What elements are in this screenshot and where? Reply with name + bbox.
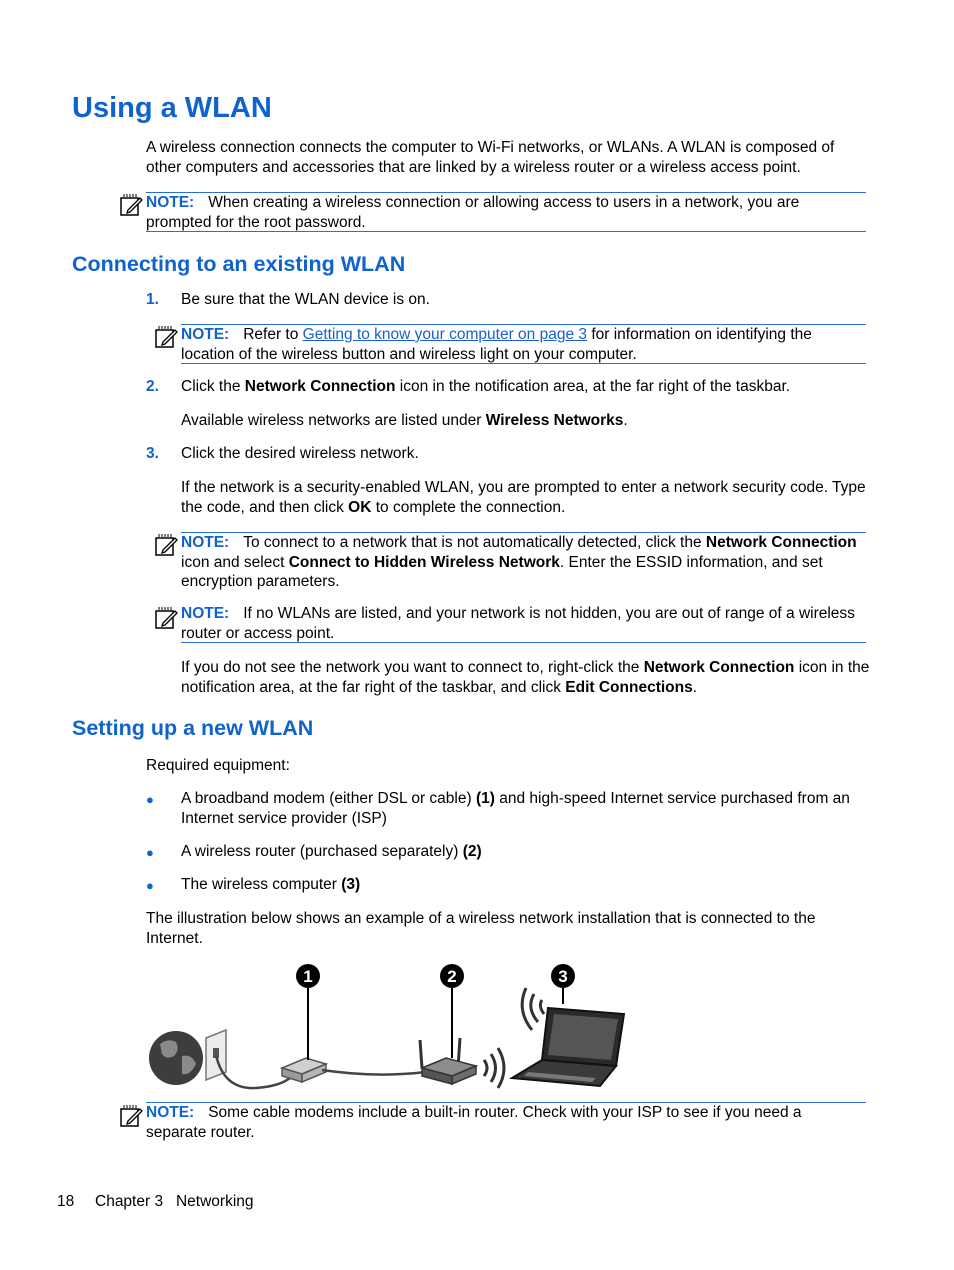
step-number: 3. — [146, 445, 159, 462]
paragraph: If you do not see the network you want to connect to, right-click the Network Connection icon in the notification area, at the far right of the taskbar, and click Edit Connections. — [181, 659, 870, 696]
network-illustration — [146, 960, 636, 1095]
modem-icon — [282, 1058, 326, 1082]
bullet: ● — [146, 792, 154, 807]
note-text: for information on identifying the location of the wireless button and wireless light on your computer. — [181, 326, 812, 363]
note-label: NOTE: — [181, 326, 230, 343]
required-label: Required equipment: — [146, 757, 290, 774]
note-label: NOTE: — [181, 534, 230, 551]
router-icon — [420, 1038, 476, 1084]
note-text: When creating a wireless connection or allowing access to users in a network, you are prompted for the root password. — [146, 194, 800, 231]
step-subtext: If the network is a security-enabled WLAN, you are prompted to enter a network security code. Type the code, and then click OK to complete the connection. — [181, 479, 866, 516]
step-text: Be sure that the WLAN device is on. — [181, 291, 430, 308]
callout-number: 2 — [447, 967, 457, 986]
step-text: Click the Network Connection icon in the notification area, at the far right of the taskbar. — [181, 378, 791, 395]
note-box: NOTE: To connect to a network that is not automatically detected, click the Network Connection icon and select Connect to Hidden Wireless Network. Enter the ESSID information, and set encryption parameters. — [181, 532, 866, 591]
note-label: NOTE: — [146, 1104, 195, 1121]
page-number: 18 — [57, 1193, 75, 1210]
step-subtext: Available wireless networks are listed under Wireless Networks. — [181, 412, 628, 429]
list-item: A broadband modem (either DSL or cable) (1) and high-speed Internet service purchased from an Internet service provider (ISP) — [181, 790, 850, 827]
note-box: NOTE: If no WLANs are listed, and your network is not hidden, you are out of range of a wireless router or access point. — [181, 604, 866, 643]
note-icon — [154, 533, 178, 557]
page-title: Using a WLAN — [72, 92, 272, 124]
note-icon — [119, 1104, 143, 1128]
globe-icon — [149, 1031, 203, 1085]
bullet: ● — [146, 878, 154, 893]
illustration-caption: The illustration below shows an example of a wireless network installation that is connected to the Internet. — [146, 910, 816, 947]
note-icon — [119, 193, 143, 217]
note-box: NOTE: Some cable modems include a built-in router. Check with your ISP to see if you need a separate router. — [146, 1102, 866, 1143]
note-box — [181, 324, 866, 364]
step-number: 1. — [146, 291, 159, 308]
callout-number: 1 — [303, 967, 313, 986]
note-text: Refer to — [243, 326, 299, 343]
list-item: The wireless computer (3) — [181, 876, 361, 893]
note-icon — [154, 606, 178, 630]
callout-number: 3 — [558, 967, 568, 986]
section-heading: Setting up a new WLAN — [72, 716, 314, 740]
step-number: 2. — [146, 378, 159, 395]
wifi-waves-icon — [522, 988, 544, 1030]
note-icon — [154, 325, 178, 349]
laptop-icon — [512, 1008, 624, 1086]
bullet: ● — [146, 845, 154, 860]
step-text: Click the desired wireless network. — [181, 445, 419, 462]
list-item: A wireless router (purchased separately) (2) — [181, 843, 482, 860]
note-box — [146, 192, 866, 232]
intro-paragraph: A wireless connection connects the computer to Wi-Fi networks, or WLANs. A WLAN is composed of other computers and accessories that are linked by a wireless router or a wireless access point. — [146, 139, 835, 176]
note-label: NOTE: — [146, 194, 195, 211]
wifi-waves-icon — [484, 1048, 504, 1088]
note-label: NOTE: — [181, 605, 230, 622]
chapter-label: Chapter 3 Networking — [95, 1193, 254, 1210]
section-heading: Connecting to an existing WLAN — [72, 252, 406, 276]
page-link[interactable]: Getting to know your computer on page 3 — [302, 326, 588, 343]
